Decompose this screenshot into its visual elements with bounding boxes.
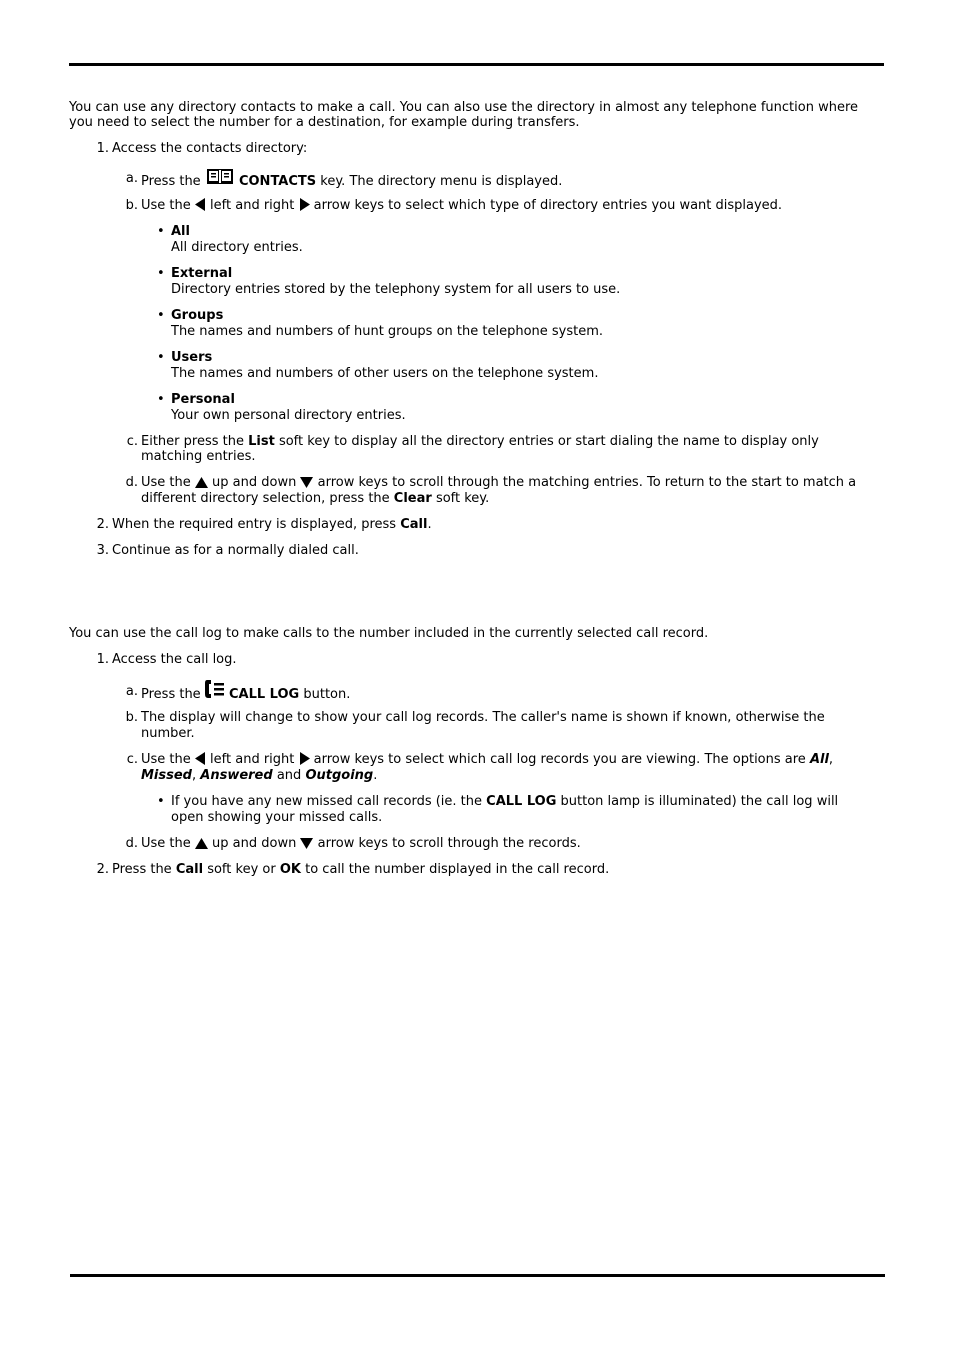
step-text: soft key or (207, 862, 276, 877)
substep-arrows (141, 198, 782, 213)
note-text: open showing your missed calls. (171, 810, 383, 825)
option-outgoing: Outgoing (305, 768, 374, 783)
step-call (112, 517, 432, 532)
directory-intro: You can use any directory contacts to make a call. You can also use the directory in almost any telephone function where you need to select the number for a destination, for example during transfers. (69, 100, 859, 130)
substep-text: number. (141, 726, 195, 741)
list-softkey-label: List (248, 434, 275, 449)
substep-contacts (141, 168, 562, 189)
substep-text: left and right (210, 198, 295, 213)
clear-softkey-label: Clear (393, 491, 432, 506)
substep-text: up and down (212, 836, 297, 851)
type-title (171, 392, 235, 407)
substep-text: Press the (141, 687, 201, 702)
substep-scroll (141, 836, 581, 851)
type-desc: Your own personal directory entries. (171, 408, 406, 423)
substep-list (141, 434, 819, 449)
bullet: • (157, 794, 165, 809)
calllog-key-label: CALL LOG (228, 687, 300, 702)
substep-text: Press the (141, 174, 201, 189)
left-arrow-icon (195, 198, 206, 211)
option-answered: Answered (200, 768, 273, 783)
substep-list-cont: matching entries. (141, 449, 256, 464)
step-text: Press the (112, 862, 172, 877)
step-number: 1. (96, 652, 109, 667)
type-desc: All directory entries. (171, 240, 303, 255)
type-title-text: Personal (171, 392, 235, 407)
step-number: 1. (96, 141, 109, 156)
type-title-text: Users (171, 350, 213, 365)
note (171, 794, 838, 809)
type-title-text: Groups (171, 308, 224, 323)
step-number: 2. (96, 862, 109, 877)
left-arrow-icon (195, 752, 206, 765)
ok-key-label: OK (279, 862, 301, 877)
calllog-key-label: CALL LOG (486, 794, 557, 809)
contacts-book-icon (206, 168, 234, 186)
step-text: to call the number displayed in the call record. (305, 862, 610, 877)
substep-text: arrow keys to select which call log records you are viewing. The options are (313, 752, 806, 767)
note-text: button lamp is illuminated) the call log will (560, 794, 839, 809)
substep-letter: c. (126, 434, 138, 449)
substep-text: and (276, 768, 302, 783)
substep-letter: b. (125, 710, 138, 725)
substep-scroll (141, 475, 856, 490)
substep-text: arrow keys to scroll through the records. (317, 836, 581, 851)
type-desc: Directory entries stored by the telephony system for all users to use. (171, 282, 621, 297)
up-arrow-icon (195, 477, 208, 488)
substep-calllog (141, 679, 350, 702)
down-arrow-icon (300, 477, 313, 488)
bullet: • (157, 266, 165, 281)
bullet: • (157, 224, 165, 239)
step-text: When the required entry is displayed, press (112, 517, 397, 532)
substep-text: key. The directory menu is displayed. (320, 174, 563, 189)
substep-letter: d. (125, 475, 138, 490)
substep-text: Use the (141, 198, 191, 213)
substep-text: arrow keys to scroll through the matching entries. To return to the start to match a (317, 475, 857, 490)
type-title-text: All (171, 224, 190, 239)
type-title (171, 224, 190, 239)
type-desc: The names and numbers of other users on the telephone system. (171, 366, 599, 381)
substep-options-cont: Missed, Answered and Outgoing. (141, 768, 378, 783)
type-title (171, 308, 223, 323)
substep-letter: b. (125, 198, 138, 213)
bullet: • (157, 392, 165, 407)
type-desc: The names and numbers of hunt groups on the telephone system. (171, 324, 604, 339)
step-text: Continue as for a normally dialed call. (112, 543, 359, 558)
substep-text: Use the (141, 475, 191, 490)
calllog-intro: You can use the call log to make calls to the number included in the currently selected call record. (69, 626, 709, 641)
up-arrow-icon (195, 838, 208, 849)
footer-rule (70, 1274, 885, 1277)
step-text: Access the call log. (112, 652, 237, 667)
substep-text: up and down (212, 475, 297, 490)
bullet: • (157, 308, 165, 323)
substep-options: Use the left and right arrow keys to select which call log records you are viewing. The options are All, (141, 752, 834, 767)
bullet: • (157, 350, 165, 365)
substep-text: The display will change to show your call log records. The caller's name is shown if known, otherwise the (141, 710, 825, 725)
substep-scroll-cont (141, 491, 489, 506)
option-missed: Missed (141, 768, 192, 783)
call-log-icon (205, 679, 225, 699)
down-arrow-icon (300, 838, 313, 849)
substep-text: Use the (141, 752, 191, 767)
substep-text: Use the (141, 836, 191, 851)
contacts-key-label: CONTACTS (238, 174, 317, 189)
substep-text: soft key. (435, 491, 490, 506)
step-call (112, 862, 609, 877)
substep-letter: c. (126, 752, 138, 767)
substep-letter: d. (125, 836, 138, 851)
substep-text: Either press the (141, 434, 244, 449)
option-all: All (809, 752, 829, 767)
substep-text: button. (303, 687, 351, 702)
header-rule (69, 63, 884, 66)
call-key-label: Call (400, 517, 428, 532)
step-text: . (427, 517, 432, 532)
type-title-text: External (171, 266, 233, 281)
substep-letter: a. (125, 684, 138, 699)
substep-letter: a. (125, 171, 138, 186)
type-title (171, 350, 212, 365)
call-softkey-label: Call (175, 862, 204, 877)
right-arrow-icon (299, 752, 310, 765)
step-number: 3. (96, 543, 109, 558)
note-text: If you have any new missed call records (ie. the (171, 794, 483, 809)
substep-text: different directory selection, press the (141, 491, 390, 506)
step-text: Access the contacts directory: (112, 141, 308, 156)
type-title (171, 266, 232, 281)
substep-text: arrow keys to select which type of directory entries you want displayed. (313, 198, 783, 213)
right-arrow-icon (299, 198, 310, 211)
step-number: 2. (96, 517, 109, 532)
substep-text: left and right (210, 752, 295, 767)
substep-text: soft key to display all the directory entries or start dialing the name to display only (278, 434, 819, 449)
